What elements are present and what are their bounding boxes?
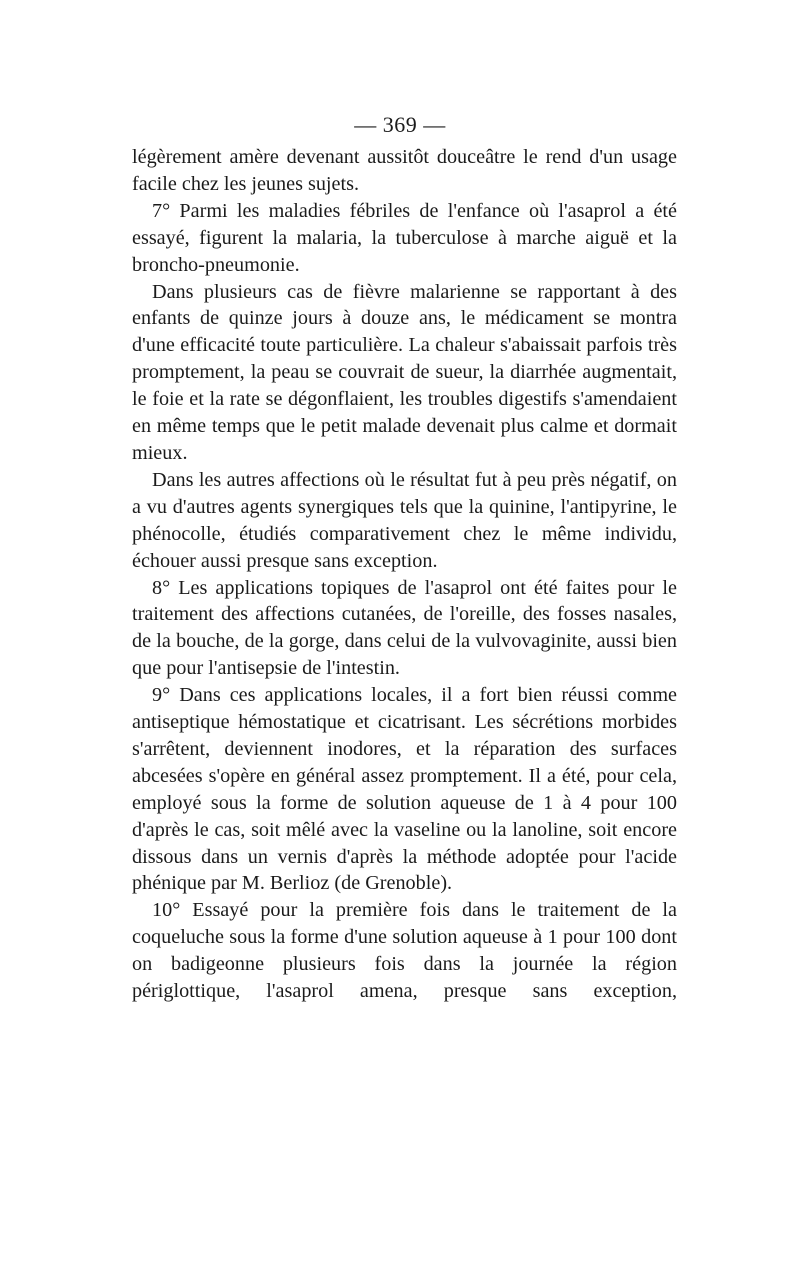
paragraph-item-9: 9° Dans ces applications locales, il a fort bien réussi comme antiseptique hémostatique et cicatrisant. Les sécrétions morbides s'arrêtent, deviennent inodores, et la réparation des surfaces abcesées s'opère en général assez promptement. Il a été, pour cela, employé sous la forme de solution aqueuse de 1 à 4 pour 100 d'après le cas, soit mêlé avec la vaseline ou la lanoline, soit encore dissous dans un vernis d'après la méthode adoptée pour l'acide phénique par M. Berlioz (de Grenoble). xyxy=(132,684,677,895)
body-text xyxy=(132,144,677,1005)
paragraph-other-affections: Dans les autres affections où le résultat fut à peu près négatif, on a vu d'autres agents synergiques tels que la quinine, l'antipyrine, le phénocolle, étudiés comparativement chez le même individu, échouer aussi presque sans exception. xyxy=(132,468,677,572)
paragraph-item-7: 7° Parmi les maladies fébriles de l'enfance où l'asaprol a été essayé, figurent la malaria, la tuberculose à marche aiguë et la broncho-pneumonie. xyxy=(132,199,677,276)
paragraph-malaria-cases: Dans plusieurs cas de fièvre malarienne se rapportant à des enfants de quinze jours à douze ans, le médicament se montra d'une efficacité toute particulière. La chaleur s'abaissait parfois très promptement, la peau se couvrait de sueur, la diarrhée augmentait, le foie et la rate se dégonflaient, les troubles digestifs s'amendaient en même temps que le petit malade devenait plus calme et dormait mieux. xyxy=(132,280,677,464)
paragraph-continuation: légèrement amère devenant aussitôt douceâtre le rend d'un usage facile chez les jeunes sujets. xyxy=(132,146,677,195)
paragraph-item-10: 10° Essayé pour la première fois dans le traitement de la coqueluche sous la forme d'une solution aqueuse à 1 pour 100 dont on badigeonne plusieurs fois dans la journée la région périglottique, l'asaprol amena, presque sans exception, xyxy=(132,899,677,1003)
page-number: — 369 — xyxy=(354,112,446,137)
paragraph-item-8: 8° Les applications topiques de l'asaprol ont été faites pour le traitement des affections cutanées, de l'oreille, des fosses nasales, de la bouche, de la gorge, dans celui de la vulvovaginite, aussi bien que pour l'antisepsie de l'intestin. xyxy=(132,576,677,680)
